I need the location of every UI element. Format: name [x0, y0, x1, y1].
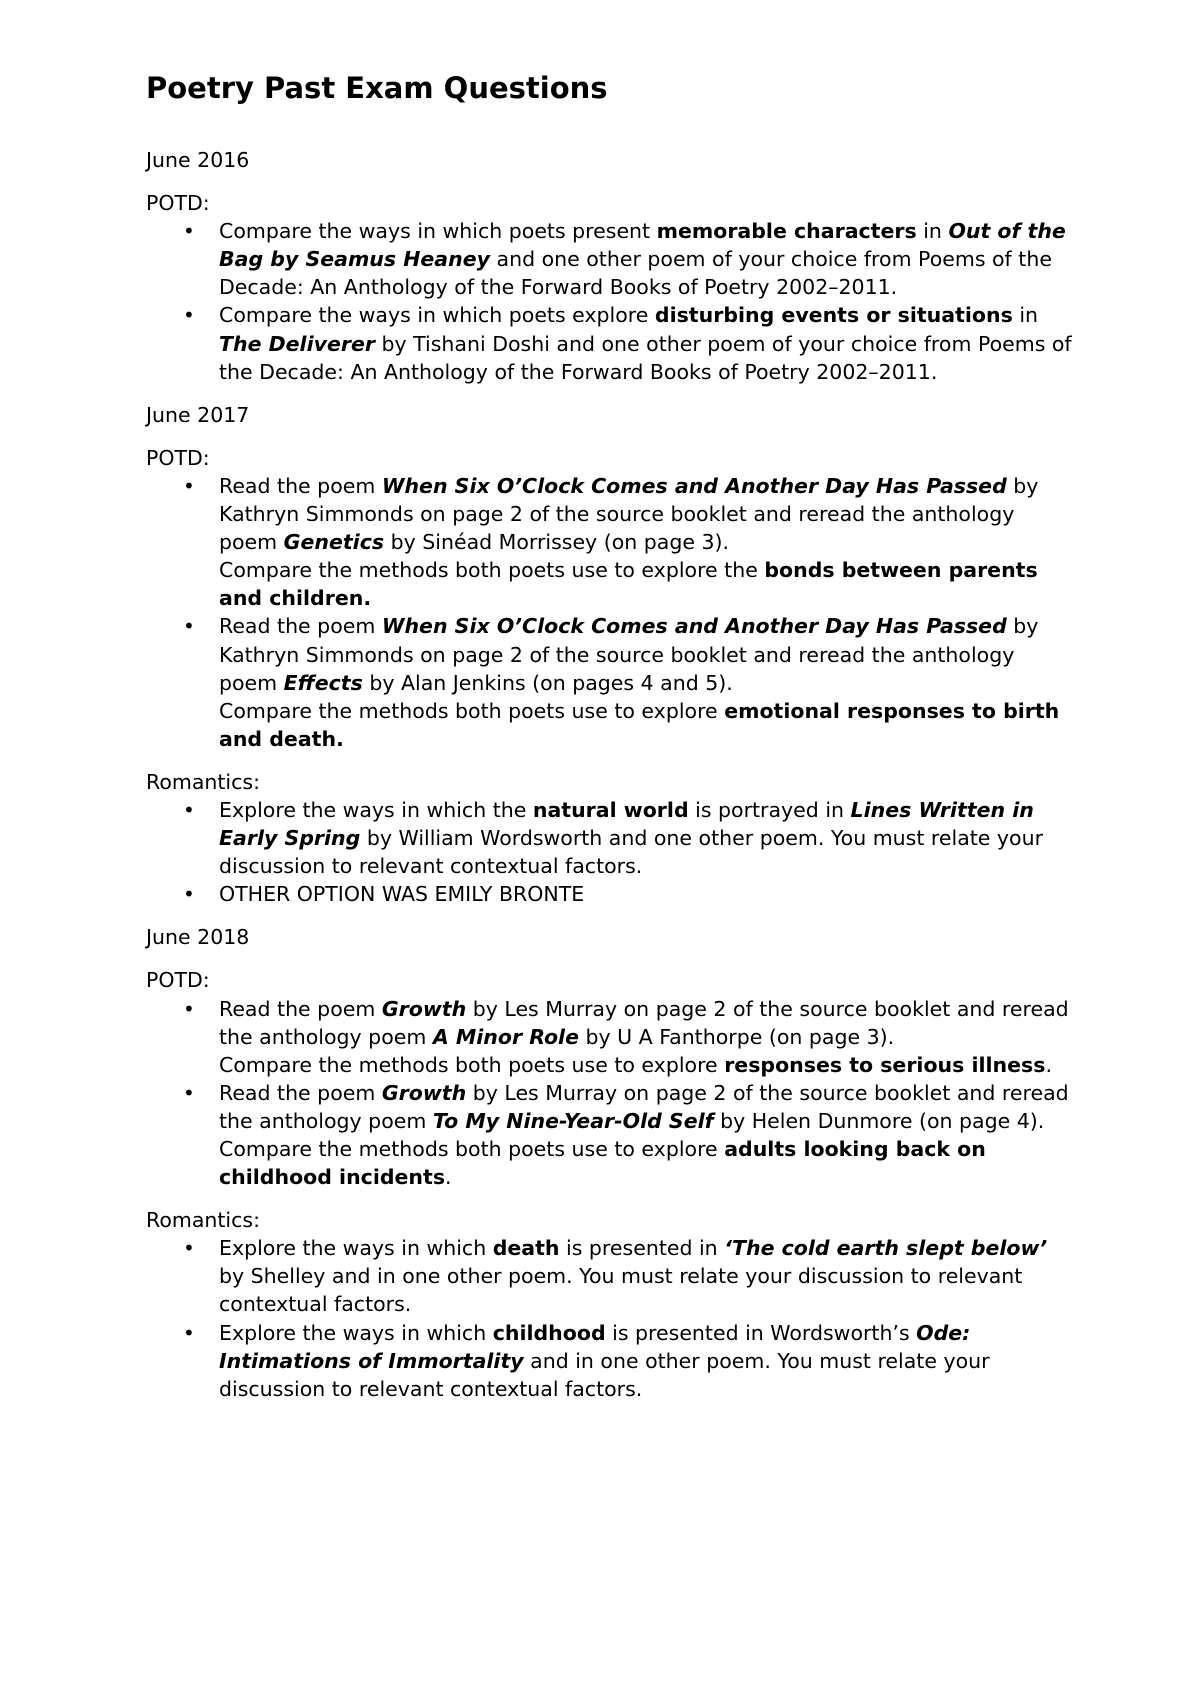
emphasis-text: memorable characters: [656, 219, 917, 244]
question-list: [146, 995, 1076, 1192]
plain-text: Compare the methods both poets use to explore: [219, 1137, 725, 1161]
emphasis-text: adults looking back on childhood incidents: [219, 1137, 986, 1190]
bullet-icon: •: [183, 473, 195, 498]
emphasis-text: death: [492, 1236, 560, 1261]
question-text: [219, 697, 1076, 753]
plain-text: is presented in Wordsworth’s: [605, 1320, 917, 1345]
bullet-icon: •: [183, 996, 195, 1021]
bullet-icon: •: [183, 882, 195, 907]
title-text: Growth: [381, 996, 467, 1021]
title-text: Lines Written in Early Spring: [219, 797, 1034, 851]
bullet-icon: •: [183, 1080, 195, 1105]
plain-text: by Alan Jenkins (on pages 4 and 5).: [362, 670, 733, 695]
bullet-icon: •: [183, 303, 195, 328]
question-text: [219, 217, 1076, 301]
plain-text: by Kathryn Simmonds on page 2 of the source booklet and reread the anthology poem: [219, 473, 1039, 555]
plain-text: Read the poem: [219, 614, 382, 639]
plain-text: Explore the ways in which: [219, 1320, 493, 1345]
plain-text: in: [1012, 303, 1039, 328]
question-list: [146, 472, 1076, 753]
plain-text: Read the poem: [219, 473, 382, 498]
title-text: Out of the Bag by Seamus Heaney: [219, 219, 1066, 272]
question-item: [146, 796, 1076, 880]
emphasis-text: natural world: [532, 797, 689, 822]
plain-text: is portrayed in: [688, 797, 851, 822]
section-label: POTD:: [146, 445, 210, 470]
exam-year-heading: June 2018: [146, 925, 250, 950]
plain-text: Compare the methods both poets use to explore the: [219, 558, 765, 583]
bullet-icon: •: [183, 1236, 195, 1261]
emphasis-text: bonds between parents and children.: [219, 558, 1038, 611]
emphasis-text: childhood: [492, 1320, 606, 1345]
plain-text: Compare the methods both poets use to explore: [219, 698, 725, 723]
plain-text: is presented in: [559, 1236, 725, 1261]
plain-text: in: [916, 219, 949, 244]
emphasis-text: disturbing events or situations: [654, 303, 1013, 328]
plain-text: Read the poem: [219, 1080, 382, 1105]
bullet-icon: •: [183, 1320, 195, 1345]
plain-text: Compare the ways in which poets present: [219, 219, 657, 244]
document-body: [146, 146, 1076, 1403]
plain-text: by U A Fanthorpe (on page 3).: [578, 1024, 895, 1049]
question-item: [146, 995, 1076, 1079]
plain-text: OTHER OPTION WAS EMILY BRONTE: [219, 882, 585, 907]
section-label: POTD:: [146, 968, 210, 993]
bullet-icon: •: [183, 219, 195, 244]
title-text: Growth: [381, 1080, 467, 1105]
question-text: [219, 796, 1076, 880]
section-label: Romantics:: [146, 1208, 260, 1233]
question-item: [146, 612, 1076, 752]
title-text: Genetics: [283, 530, 385, 555]
bullet-icon: •: [183, 614, 195, 639]
plain-text: by Kathryn Simmonds on page 2 of the source booklet and reread the anthology poem: [219, 614, 1039, 695]
question-list: [146, 217, 1076, 386]
question-text: [219, 612, 1076, 696]
question-list: [146, 1234, 1076, 1403]
question-text: [219, 880, 1076, 908]
plain-text: .: [445, 1165, 452, 1190]
question-text: [219, 1234, 1076, 1318]
question-item: [146, 472, 1076, 612]
question-text: [219, 472, 1076, 556]
title-text: ‘The cold earth slept below’: [724, 1236, 1048, 1261]
title-text: When Six O’Clock Comes and Another Day Has Passed: [381, 473, 1007, 498]
title-text: The Deliverer: [219, 331, 375, 356]
plain-text: Explore the ways in which: [219, 1236, 493, 1261]
bullet-icon: •: [183, 797, 195, 822]
plain-text: Explore the ways in which the: [219, 797, 533, 822]
plain-text: and one other poem of your choice from Poems of the Decade: An Anthology of the Forward Books of Poetry 2002–2011.: [219, 247, 1052, 300]
question-text: [219, 1135, 1076, 1191]
emphasis-text: responses to serious illness: [724, 1052, 1046, 1077]
plain-text: Compare the ways in which poets explore: [219, 303, 655, 328]
section-label: POTD:: [146, 191, 210, 216]
plain-text: by Les Murray on page 2 of the source booklet and reread the anthology poem: [219, 996, 1069, 1049]
plain-text: by Helen Dunmore (on page 4).: [713, 1108, 1045, 1133]
plain-text: by William Wordsworth and one other poem. You must relate your discussion to relevant contextual factors.: [219, 826, 1044, 879]
plain-text: by Tishani Doshi and one other poem of your choice from Poems of the Decade: An Anthology of the Forward Books of Poetry 2002–2011.: [219, 331, 1072, 384]
plain-text: Read the poem: [219, 996, 382, 1021]
section-label: Romantics:: [146, 769, 260, 794]
title-text: Effects: [283, 670, 363, 695]
plain-text: Compare the methods both poets use to explore: [219, 1052, 725, 1077]
title-text: A Minor Role: [432, 1024, 579, 1049]
plain-text: by Sinéad Morrissey (on page 3).: [384, 530, 730, 555]
plain-text: by Shelley and in one other poem. You must relate your discussion to relevant contextual factors.: [219, 1264, 1023, 1317]
question-list: [146, 796, 1076, 908]
question-item: [146, 1319, 1076, 1403]
question-item: [146, 1234, 1076, 1318]
question-text: [219, 1051, 1076, 1079]
question-item: [146, 880, 1076, 908]
plain-text: .: [1045, 1052, 1052, 1077]
question-text: [219, 1079, 1076, 1135]
question-item: [146, 301, 1076, 385]
title-text: When Six O’Clock Comes and Another Day Has Passed: [381, 614, 1007, 639]
title-text: Ode: Intimations of Immortality: [219, 1320, 971, 1373]
plain-text: and in one other poem. You must relate your discussion to relevant contextual factors.: [219, 1348, 990, 1401]
question-text: [219, 995, 1076, 1051]
emphasis-text: emotional responses to birth and death.: [219, 698, 1060, 751]
question-item: [146, 217, 1076, 301]
page-title: Poetry Past Exam Questions: [146, 71, 608, 105]
plain-text: by Les Murray on page 2 of the source booklet and reread the anthology poem: [219, 1080, 1069, 1133]
question-text: [219, 1319, 1076, 1403]
exam-year-heading: June 2016: [146, 148, 250, 172]
title-text: To My Nine-Year-Old Self: [432, 1108, 714, 1133]
question-text: [219, 301, 1076, 385]
question-text: [219, 556, 1076, 612]
question-item: [146, 1079, 1076, 1191]
exam-year-heading: June 2017: [146, 402, 250, 427]
